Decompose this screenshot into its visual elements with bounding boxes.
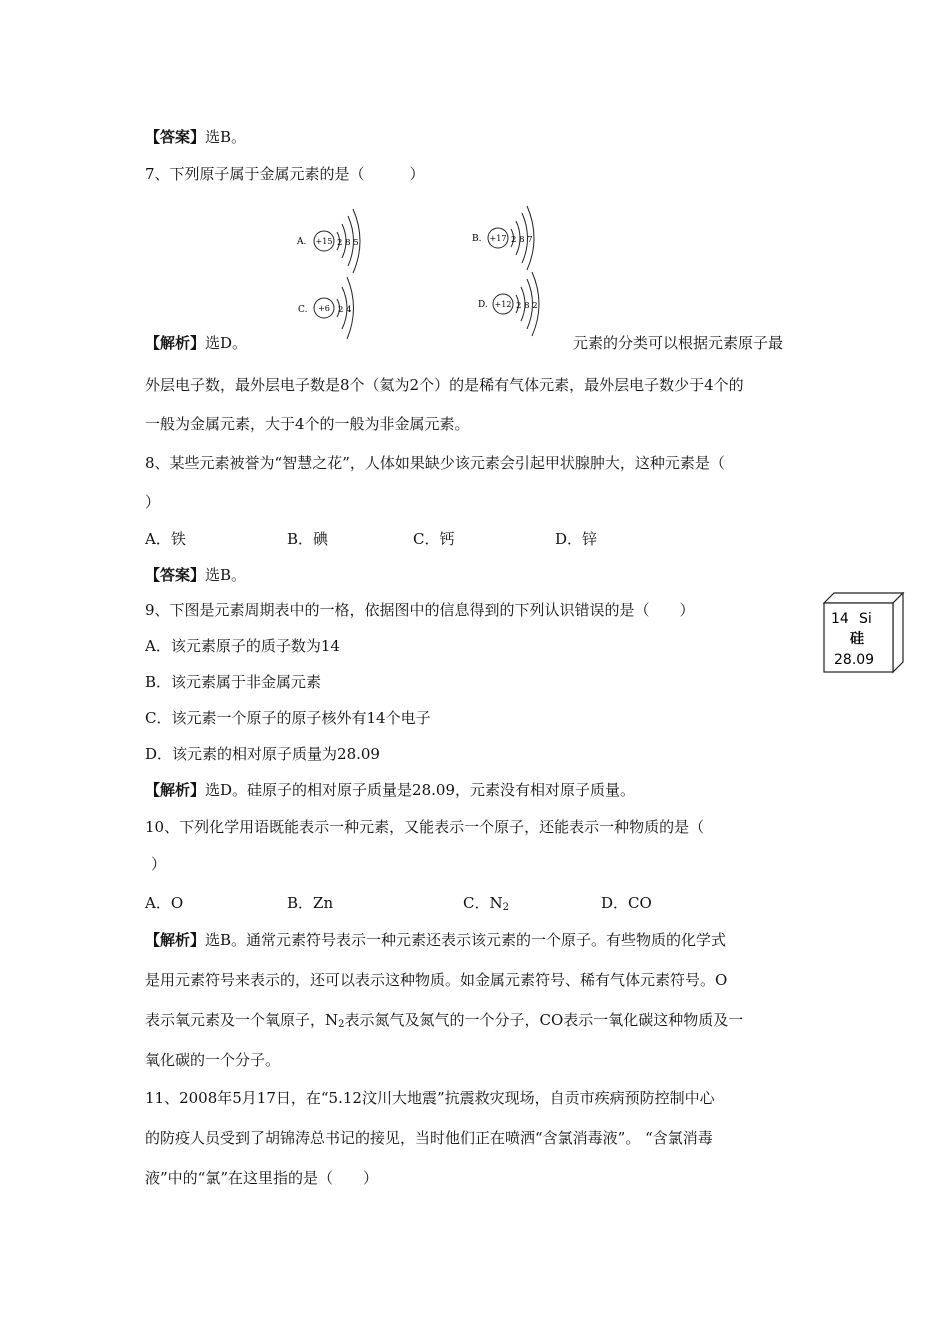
q10-option-b: B．Zn xyxy=(287,894,334,912)
analysis-tag: 【解析】 xyxy=(145,781,206,799)
q10-analysis-line3: 表示氧元素及一个氧原子，$N_2$表示氮气及氮气的一个分子，CO表示一氧化碳这种物质及一 xyxy=(145,1011,744,1030)
q11-line2: 的防疫人员受到了胡锦涛总书记的接见，当时他们正在喷洒“含氯消毒液”。 “含氯消毒 xyxy=(145,1129,713,1147)
q8-option-d: D．锌 xyxy=(555,530,598,548)
svg-text:+17: +17 xyxy=(489,234,507,243)
atom-diagram-c xyxy=(298,273,368,347)
answer-tag: 【答案】 xyxy=(145,128,206,146)
svg-text:A.: A. xyxy=(297,237,307,247)
q7-analysis-right: 元素的分类可以根据元素原子最 xyxy=(573,334,784,352)
analysis-tag: 【解析】 xyxy=(145,931,206,949)
q11-line3: 液”中的“氯”在这里指的是（ ） xyxy=(145,1169,379,1187)
q8-stem-line1: 8、某些元素被誉为“智慧之花”，人体如果缺少该元素会引起甲状腺肿大，这种元素是（ xyxy=(145,454,725,472)
q10-analysis-line4: 氧化碳的一个分子。 xyxy=(145,1051,281,1069)
atom-diagram-d xyxy=(478,268,558,342)
q10-option-c: C．$N_2$ xyxy=(463,894,509,913)
svg-text:2 8 5: 2 8 5 xyxy=(337,238,359,248)
tile-mass: 28.09 xyxy=(834,652,875,668)
svg-text:+6: +6 xyxy=(318,304,330,313)
q8-option-a: A．铁 xyxy=(145,530,186,548)
atom-diagram-a xyxy=(297,205,377,279)
periodic-table-tile xyxy=(823,592,907,678)
q7-analysis-line1 xyxy=(145,333,247,353)
q8-option-c: C．钙 xyxy=(413,530,455,548)
tile-number: 14 xyxy=(831,611,849,627)
svg-text:+12: +12 xyxy=(494,300,512,309)
q7-stem: 7、下列原子属于金属元素的是（ ） xyxy=(145,165,425,183)
svg-text:+15: +15 xyxy=(315,237,333,246)
svg-text:2 4: 2 4 xyxy=(338,305,352,315)
svg-text:B.: B. xyxy=(472,234,482,244)
svg-text:2 8 2: 2 8 2 xyxy=(516,301,538,311)
q10-stem-line1: 10、下列化学用语既能表示一种元素，又能表示一个原子，还能表示一种物质的是（ xyxy=(145,818,705,836)
q7-analysis-line3: 一般为金属元素，大于4个的一般为非金属元素。 xyxy=(145,415,470,433)
analysis-text: 选B。通常元素符号表示一种元素还表示该元素的一个原子。有些物质的化学式 xyxy=(205,931,727,949)
analysis-tag: 【解析】 xyxy=(145,334,206,352)
analysis-text: 选D。硅原子的相对原子质量是28.09，元素没有相对原子质量。 xyxy=(205,781,635,799)
q10-option-a: A．O xyxy=(145,894,184,912)
q10-analysis-line1 xyxy=(145,930,726,950)
q9-option-a: A．该元素原子的质子数为14 xyxy=(145,637,340,655)
q9-option-c: C．该元素一个原子的原子核外有14个电子 xyxy=(145,709,431,727)
q11-line1: 11、2008年5月17日，在“5.12汶川大地震”抗震救灾现场，自贡市疾病预防控制中心 xyxy=(145,1089,715,1107)
q8-option-b: B．碘 xyxy=(287,530,329,548)
q9-analysis-line xyxy=(145,780,635,800)
q10-analysis-line2: 是用元素符号来表示的，还可以表示这种物质。如金属元素符号、稀有气体元素符号。O xyxy=(145,971,728,989)
answer-text: 选B。 xyxy=(205,128,247,146)
svg-text:D.: D. xyxy=(478,300,488,310)
q6-answer-line xyxy=(145,127,246,147)
q9-stem: 9、下图是元素周期表中的一格，依据图中的信息得到的下列认识错误的是（ ） xyxy=(145,601,695,619)
atom-diagram-b xyxy=(472,202,552,276)
answer-tag: 【答案】 xyxy=(145,566,206,584)
q8-stem-line2: ） xyxy=(145,493,161,511)
svg-text:C.: C. xyxy=(298,305,308,315)
q9-option-b: B．该元素属于非金属元素 xyxy=(145,673,322,691)
tile-symbol: Si xyxy=(859,611,872,627)
q10-stem-line2: ） xyxy=(151,855,167,873)
analysis-first: 选D。 xyxy=(205,334,248,352)
answer-text: 选B。 xyxy=(205,566,247,584)
q8-answer-line xyxy=(145,565,246,585)
q10-option-d: D．CO xyxy=(601,894,652,912)
svg-text:2 8 7: 2 8 7 xyxy=(511,235,533,245)
tile-name: 硅 xyxy=(850,631,864,647)
q7-analysis-line2: 外层电子数，最外层电子数是8个（氦为2个）的是稀有气体元素，最外层电子数少于4个的 xyxy=(145,376,744,394)
q9-option-d: D．该元素的相对原子质量为28.09 xyxy=(145,745,380,763)
